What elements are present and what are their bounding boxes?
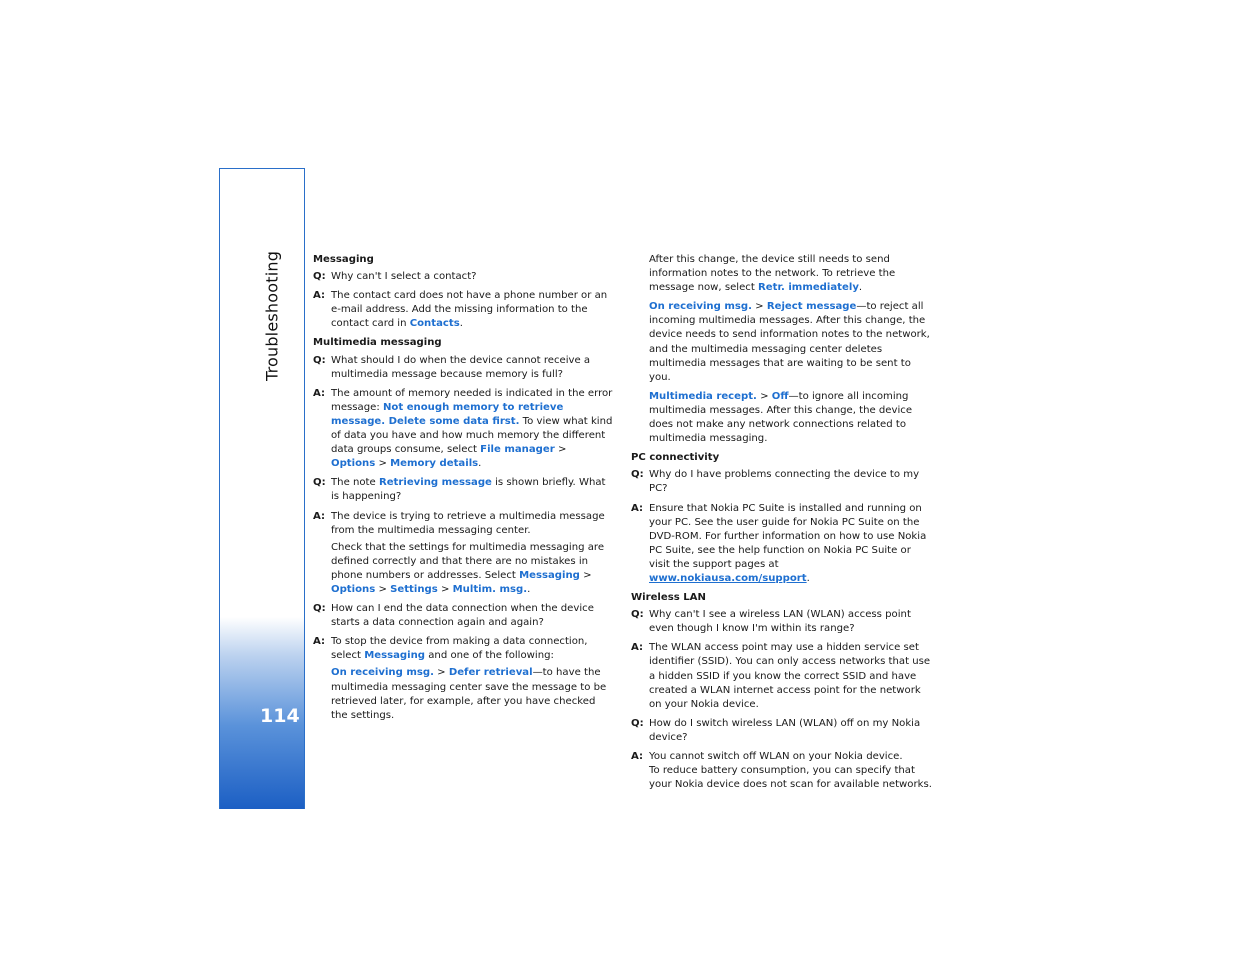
heading-multimedia-messaging: Multimedia messaging — [313, 337, 442, 349]
support-link[interactable]: www.nokiausa.com/support — [649, 572, 807, 584]
link-retrieving-message[interactable]: Retrieving message — [378, 477, 492, 489]
link-options[interactable]: Options — [331, 583, 376, 595]
link-messaging[interactable]: Messaging — [364, 650, 426, 662]
page-number: 114 — [260, 705, 300, 727]
right-column — [631, 253, 933, 797]
link-multimedia-recept[interactable]: Multimedia recept. — [649, 390, 757, 402]
question: Q: How can I end the data connection when the device starts a data connection again and again? — [313, 603, 594, 629]
option-continued: After this change, the device still needs to send information notes to the network. To retrieve the message now, select Retr. immediately. — [649, 254, 896, 294]
answer: A: The device is trying to retrieve a multimedia message from the multimedia messaging center. — [313, 510, 605, 536]
heading-wireless-lan: Wireless LAN — [631, 592, 706, 604]
link-defer-retrieval[interactable]: Defer retrieval — [448, 667, 533, 679]
option-reject-message: On receiving msg. > Reject message—to reject all incoming multimedia messages. After this change, the device needs to send information notes to the network, and the multimedia messaging center deletes multimedia messages that are waiting to be sent to you. — [649, 301, 930, 383]
answer: A: The contact card does not have a phone number or an e-mail address. Add the missing information to the contact card in Contacts. — [313, 290, 608, 330]
question: Q: Why can't I see a wireless LAN (WLAN) access point even though I know I'm within its range? — [631, 609, 911, 635]
question: Q: Why do I have problems connecting the device to my PC? — [631, 469, 920, 495]
link-retr-immediately[interactable]: Retr. immediately — [758, 282, 859, 294]
link-memory-details[interactable]: Memory details — [390, 458, 479, 470]
link-file-manager[interactable]: File manager — [480, 444, 555, 456]
question: Q: What should I do when the device cannot receive a multimedia message because memory is full? — [313, 354, 591, 380]
link-on-receiving-msg[interactable]: On receiving msg. — [649, 301, 752, 313]
answer: A: You cannot switch off WLAN on your Nokia device. To reduce battery consumption, you can specify that your Nokia device does not scan for available networks. — [631, 751, 932, 791]
link-settings[interactable]: Settings — [390, 583, 438, 595]
link-messaging[interactable]: Messaging — [519, 569, 580, 581]
link-reject-message[interactable]: Reject message — [766, 301, 857, 313]
question: Q: Why can't I select a contact? — [313, 271, 477, 283]
answer: A: The amount of memory needed is indicated in the error message: Not enough memory to retrieve message. Delete some data first. To view what kind of data you have and how much memory the different data groups consume, select File manager > Options > Memory details. — [313, 387, 613, 470]
question: Q: How do I switch wireless LAN (WLAN) off on my Nokia device? — [631, 717, 921, 743]
heading-pc-connectivity: PC connectivity — [631, 452, 720, 464]
option-defer-retrieval: On receiving msg. > Defer retrieval—to have the multimedia messaging center save the message to be retrieved later, for example, after you have checked the settings. — [331, 667, 607, 721]
section-title: Troubleshooting — [262, 250, 282, 382]
link-multim-msg[interactable]: Multim. msg. — [452, 583, 528, 595]
answer: A: To stop the device from making a data connection, select Messaging and one of the following: — [313, 636, 588, 662]
link-on-receiving-msg[interactable]: On receiving msg. — [331, 667, 434, 679]
link-off[interactable]: Off — [771, 390, 789, 402]
answer-continued: Check that the settings for multimedia messaging are defined correctly and that there are no mistakes in phone numbers or addresses. Select Messaging > Options > Settings > Multim. msg.. — [331, 541, 605, 595]
answer: A: The WLAN access point may use a hidden service set identifier (SSID). You can only access networks that use a hidden SSID if you know the correct SSID and have created a WLAN internet access point for the network on your Nokia device. — [631, 642, 931, 710]
link-contacts[interactable]: Contacts — [409, 318, 460, 330]
option-multimedia-recept-off: Multimedia recept. > Off—to ignore all incoming multimedia messages. After this change, the device does not make any network connections related to multimedia messaging. — [649, 390, 913, 445]
heading-messaging: Messaging — [313, 254, 374, 265]
question: Q: The note Retrieving message is shown briefly. What is happening? — [313, 477, 606, 503]
link-options[interactable]: Options — [331, 458, 376, 470]
answer: A: Ensure that Nokia PC Suite is installed and running on your PC. See the user guide for Nokia PC Suite on the DVD-ROM. For further information on how to use Nokia PC Suite, see the help function on Nokia PC Suite or visit the support pages at www.nokiausa.com/support. — [631, 502, 927, 584]
link-error-message[interactable]: Not enough memory to retrieve message. Delete some data first. — [331, 401, 564, 427]
left-column — [313, 253, 613, 728]
